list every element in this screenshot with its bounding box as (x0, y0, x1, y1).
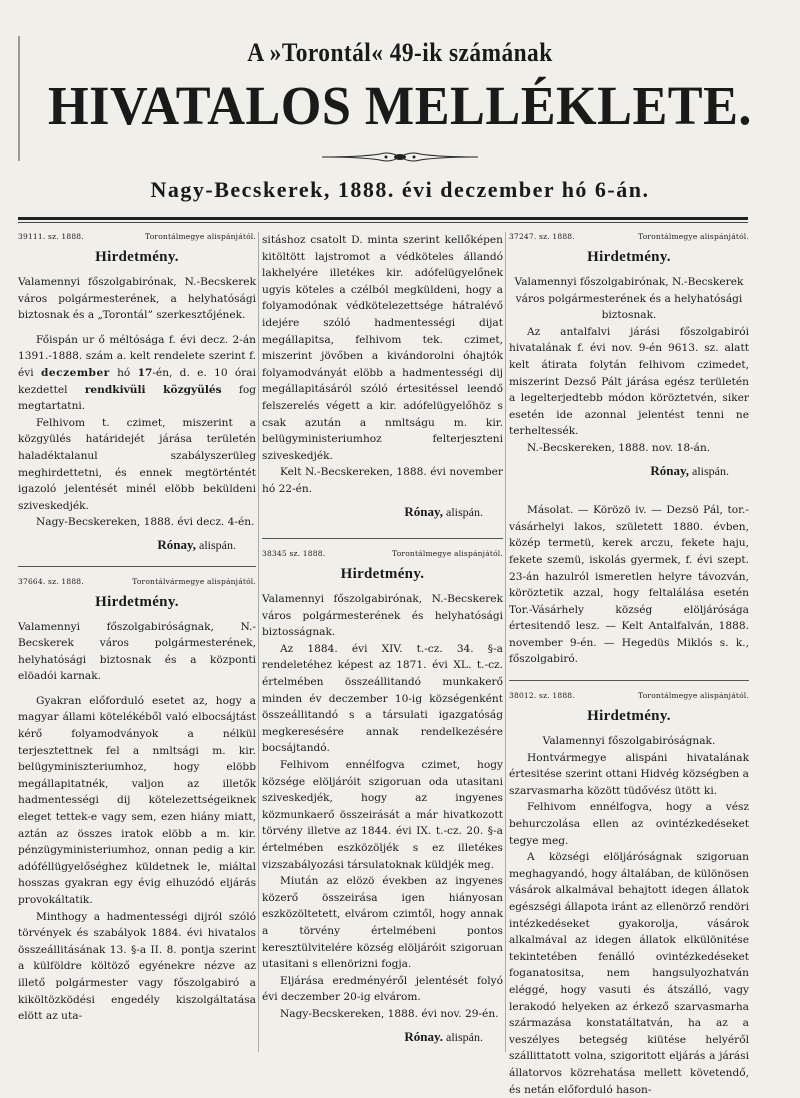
notice-signature: Rónay, alispán. (157, 536, 236, 552)
notice-title: Hirdetmény. (95, 593, 179, 610)
notice-paragraph: Felhivom ennélfogva, hogy a vész behurczolása ellen az ovintézkedéseket tegye meg. (509, 801, 749, 847)
notice-paragraph: Az antalfalvi járási főszolgabirói hivatalának f. évi nov. 9-én 9613. sz. alatt kelt átirata folytán felhivom czimedet, miszerint Dezső Pált járása egész területén a legelterjedtebb módon köröztetvén, siker esetén ide azonnal jelentést tenni ne terheltessék. (509, 325, 749, 438)
circular-copy (509, 502, 749, 668)
notice-title: Hirdetmény. (95, 249, 179, 265)
notice-37664-continued (262, 232, 503, 520)
notice-number: 38012. sz. 1888. (509, 691, 575, 701)
header-rule-thick (18, 217, 748, 220)
notice-paragraph: Főispán ur ő méltósága f. évi decz. 2-án 1391.-1888. szám a. kelt rendelete szerint f. évi deczember hó 17-én, d. e. 10 órai kezdettel rendkivüli közgyülés fog megtartatni. (18, 333, 257, 413)
notice-addressees: Valamennyi főszolgabirónak, N.-Becskerek város polgármesterének és helyhatósági biztosságnak. (262, 593, 503, 639)
notice-authority: Torontálmegye alispánjától. (638, 691, 749, 701)
notice-addressees: Valamennyi főszolgabiróságnak, N.-Becskerek város polgármesterének, helyhatósági biztosnak és a központi elöadói karnak. (18, 620, 256, 683)
notice-addressees: Valamennyi főszolgabirónak, N.-Becskerek város polgármesterének és a helyhatósági biztosnak. (514, 276, 744, 322)
notice-place-date: N.-Becskereken, 1888. nov. 18-án. (527, 441, 711, 454)
column-divider (258, 232, 259, 1052)
notice-paragraph: Eljárása eredményéről jelentését folyó évi deczember 20-ig elvárom. (262, 974, 503, 1004)
notice-place-date: Nagy-Becskereken, 1888. évi nov. 29-én. (280, 1007, 499, 1020)
notice-authority: Torontálmegye alispánjától. (392, 549, 503, 559)
notice-number: 38345 sz. 1888. (262, 549, 326, 559)
notice-title: Hirdetmény. (340, 566, 425, 583)
article-separator (18, 566, 256, 567)
notice-paragraph: Másolat. — Körözö iv. — Dezsö Pál, tor.-vásárhelyi lakos, született 1880. évben, közép termetü, kerek arczu, fekete haju, fekete szemü, iskolás gyermek, f. évi szept. 23-án hazulról ismeretlen helyre távozván, köröztetik azzal, hogy feltalálása esetén Tor.-Vásárhely község elöljárósága értesitendő lesz. — Kelt Antalfalván, 1888. november 9-én. — Hegedüs Miklós s. k., főszolgabiró. (509, 504, 749, 666)
notice-place-date: Kelt N.-Becskereken, 1888. évi november hó 22-én. (262, 466, 503, 495)
notice-38012 (509, 691, 749, 1098)
notice-paragraph: Az 1884. évi XIV. t.-cz. 34. §-a rendeletéhez képest az 1871. évi XL. t.-cz. értelmében összeállitandó munkakerő minden év deczember 10-ig községenként összeállitandó s a társulati igazgatóság megkeresésére annak rendelkezésére bocsájtandó. (262, 642, 503, 755)
notice-signature: Rónay. alispán. (404, 1028, 483, 1044)
notice-paragraph: A községi elöljáróságnak szigoruan meghagyandó, hogy általában, de különösen vásárok alkalmával behajtott idegen állatok egészségi állapota iránt az ellenörző rendöri intézkedéseket gyakorolja, vásárok alkalmával az idegen állatok elkülönitése tekintetében fenálló ovintézkedéseket foganatositsa, nem hangsulyozhatván eléggé, hogy vasuti és átszálló, vagy lerakodó helyeken az érkező szarvasmarha származása konstatáltatván, ha az a veszélyes betegség kiütése helyéről szállittatott volna, szigoritott eljárás a járási állatorvos közrehatása mellett követendő, és netán előforduló hason- (509, 851, 749, 1096)
notice-place-date: Nagy-Becskereken, 1888. évi decz. 4-én. (36, 516, 255, 529)
notice-paragraph: sitáshoz csatolt D. minta szerint kellőképen kitöltött lajstromot a védköteles állandó lakhelyére illetékes kir. adófelügyelőnek ugyis köteles a czélból megküldeni, hogy a folyamodónak védkötelezettsége hátralévő idejére szóló hadmentességi dijat megállapitsa, felhivom tek. czimet, miszerint jövőben a kivándorolni óhajtók folyamodványát elöbb a hadmentességi dij megállapitásáról szóló értesitéssel leendő felszerelés végett a kir. adófelügyelőhöz s csak azután a nmltságu m. kir. belügyministeriumhoz felterjeszteni sziveskedjék. (262, 234, 503, 462)
masthead (0, 38, 800, 203)
notice-signature: Rónay, alispán. (404, 503, 483, 519)
article-separator (509, 491, 749, 492)
notice-39111 (18, 232, 256, 554)
notice-title: Hirdetmény. (587, 249, 671, 265)
notice-paragraph: Felhivom ennélfogva czimet, hogy községe elöljáróit szigoruan oda utasitani sziveskedjék, hogy az ingyenes közmunkaerő összeirását a már hivatkozott törvény illetve az 1844. évi IX. t.-cz. 20. §-a értelmében eszközöljék s ez illetékes vizszabályozási társulatoknak küldjék meg. (262, 759, 503, 871)
notice-authority: Torontálmegye alispánjától. (638, 232, 749, 241)
column-3 (509, 232, 749, 1098)
ornament-divider-icon (320, 151, 480, 163)
notice-paragraph: Hontvármegye alispáni hivatalának értesitése szerint ottani Hidvég községben a szarvasmarha között tüdővész ütött ki. (509, 751, 749, 797)
notice-authority: Torontálvármegye alispánjától. (132, 576, 256, 586)
issue-line: A »Torontál« 49-ik számának (247, 38, 553, 67)
notice-paragraph: Miután az elözö években az ingyenes közerő összeirása igen hiányosan eszközöltetett, elvárom czimtől, hogy annak a törvény értelmébeni pontos keresztülvitelére község elöljáróit szigoruan utasitani s ellenörizni fogja. (262, 875, 503, 971)
notice-paragraph: Minthogy a hadmentességi dijról szóló törvények és szabályok 1884. évi hivatalos összeállitásának 13. §-a II. 8. pontja szerint a külföldre költöző egyénekre nézve az illető polgármester vagy főszolgabiró a kiköltözködési engedély kiszolgáltatása elött az uta- (18, 910, 256, 1023)
notice-38345 (262, 549, 503, 1045)
notice-title: Hirdetmény. (587, 708, 671, 725)
notice-authority: Torontálmegye alispánjától. (145, 232, 256, 241)
header-rule-thin (18, 222, 748, 223)
notice-addressees: Valamennyi főszolgabiróságnak. (542, 735, 716, 748)
article-separator (262, 538, 503, 539)
column-divider (505, 232, 506, 1052)
notice-number: 37247. sz. 1888. (509, 232, 575, 241)
notice-addressees: Valamennyi főszolgabirónak, N.-Becskerek város polgármesterének, a helyhatósági biztosnak és a „Torontál” szerkesztőjének. (18, 276, 256, 322)
notice-number: 37664. sz. 1888. (18, 576, 84, 586)
page-title: HIVATALOS MELLÉKLETE. (48, 75, 752, 136)
notice-37247 (509, 232, 749, 479)
article-separator (509, 680, 749, 681)
notice-37664 (18, 577, 256, 1025)
notice-paragraph: Felhivom t. czimet, miszerint a közgyülés határidejét járása területén haladéktalanul szabályszerüleg meghirdettetni, és ennek megtörténtét igazoló jelentését minél elöbb beküldeni sziveskedjék. (18, 416, 256, 512)
notice-number: 39111. sz. 1888. (18, 232, 84, 241)
dateline: Nagy-Becskerek, 1888. évi deczember hó 6-án. (150, 177, 650, 202)
notice-signature: Rónay, alispán. (650, 462, 729, 478)
column-1 (18, 232, 256, 1025)
notice-paragraph: Gyakran előforduló esetet az, hogy a magyar állami kötelékéből való elbocsájtást kérő folyamodványok a nélkül terjesztettnek fel a nmltsági m. kir. belügyminiszteriumhoz, hogy elöbb megállapitatnék, valjon az illetők hadmentességi dij kötelezettségeiknek eleget tettek-e vagy sem, ezen hiány miatt, aztán az összes iratok elöbb a m. kir. pénzügyministeriumhoz, onnan pedig a kir. adóféllügyelőséghez küldetnek le, miáltal hosszas gyakran egy évig elhuzódó eljárás provokáltatik. (18, 694, 256, 906)
column-2 (262, 232, 503, 1045)
